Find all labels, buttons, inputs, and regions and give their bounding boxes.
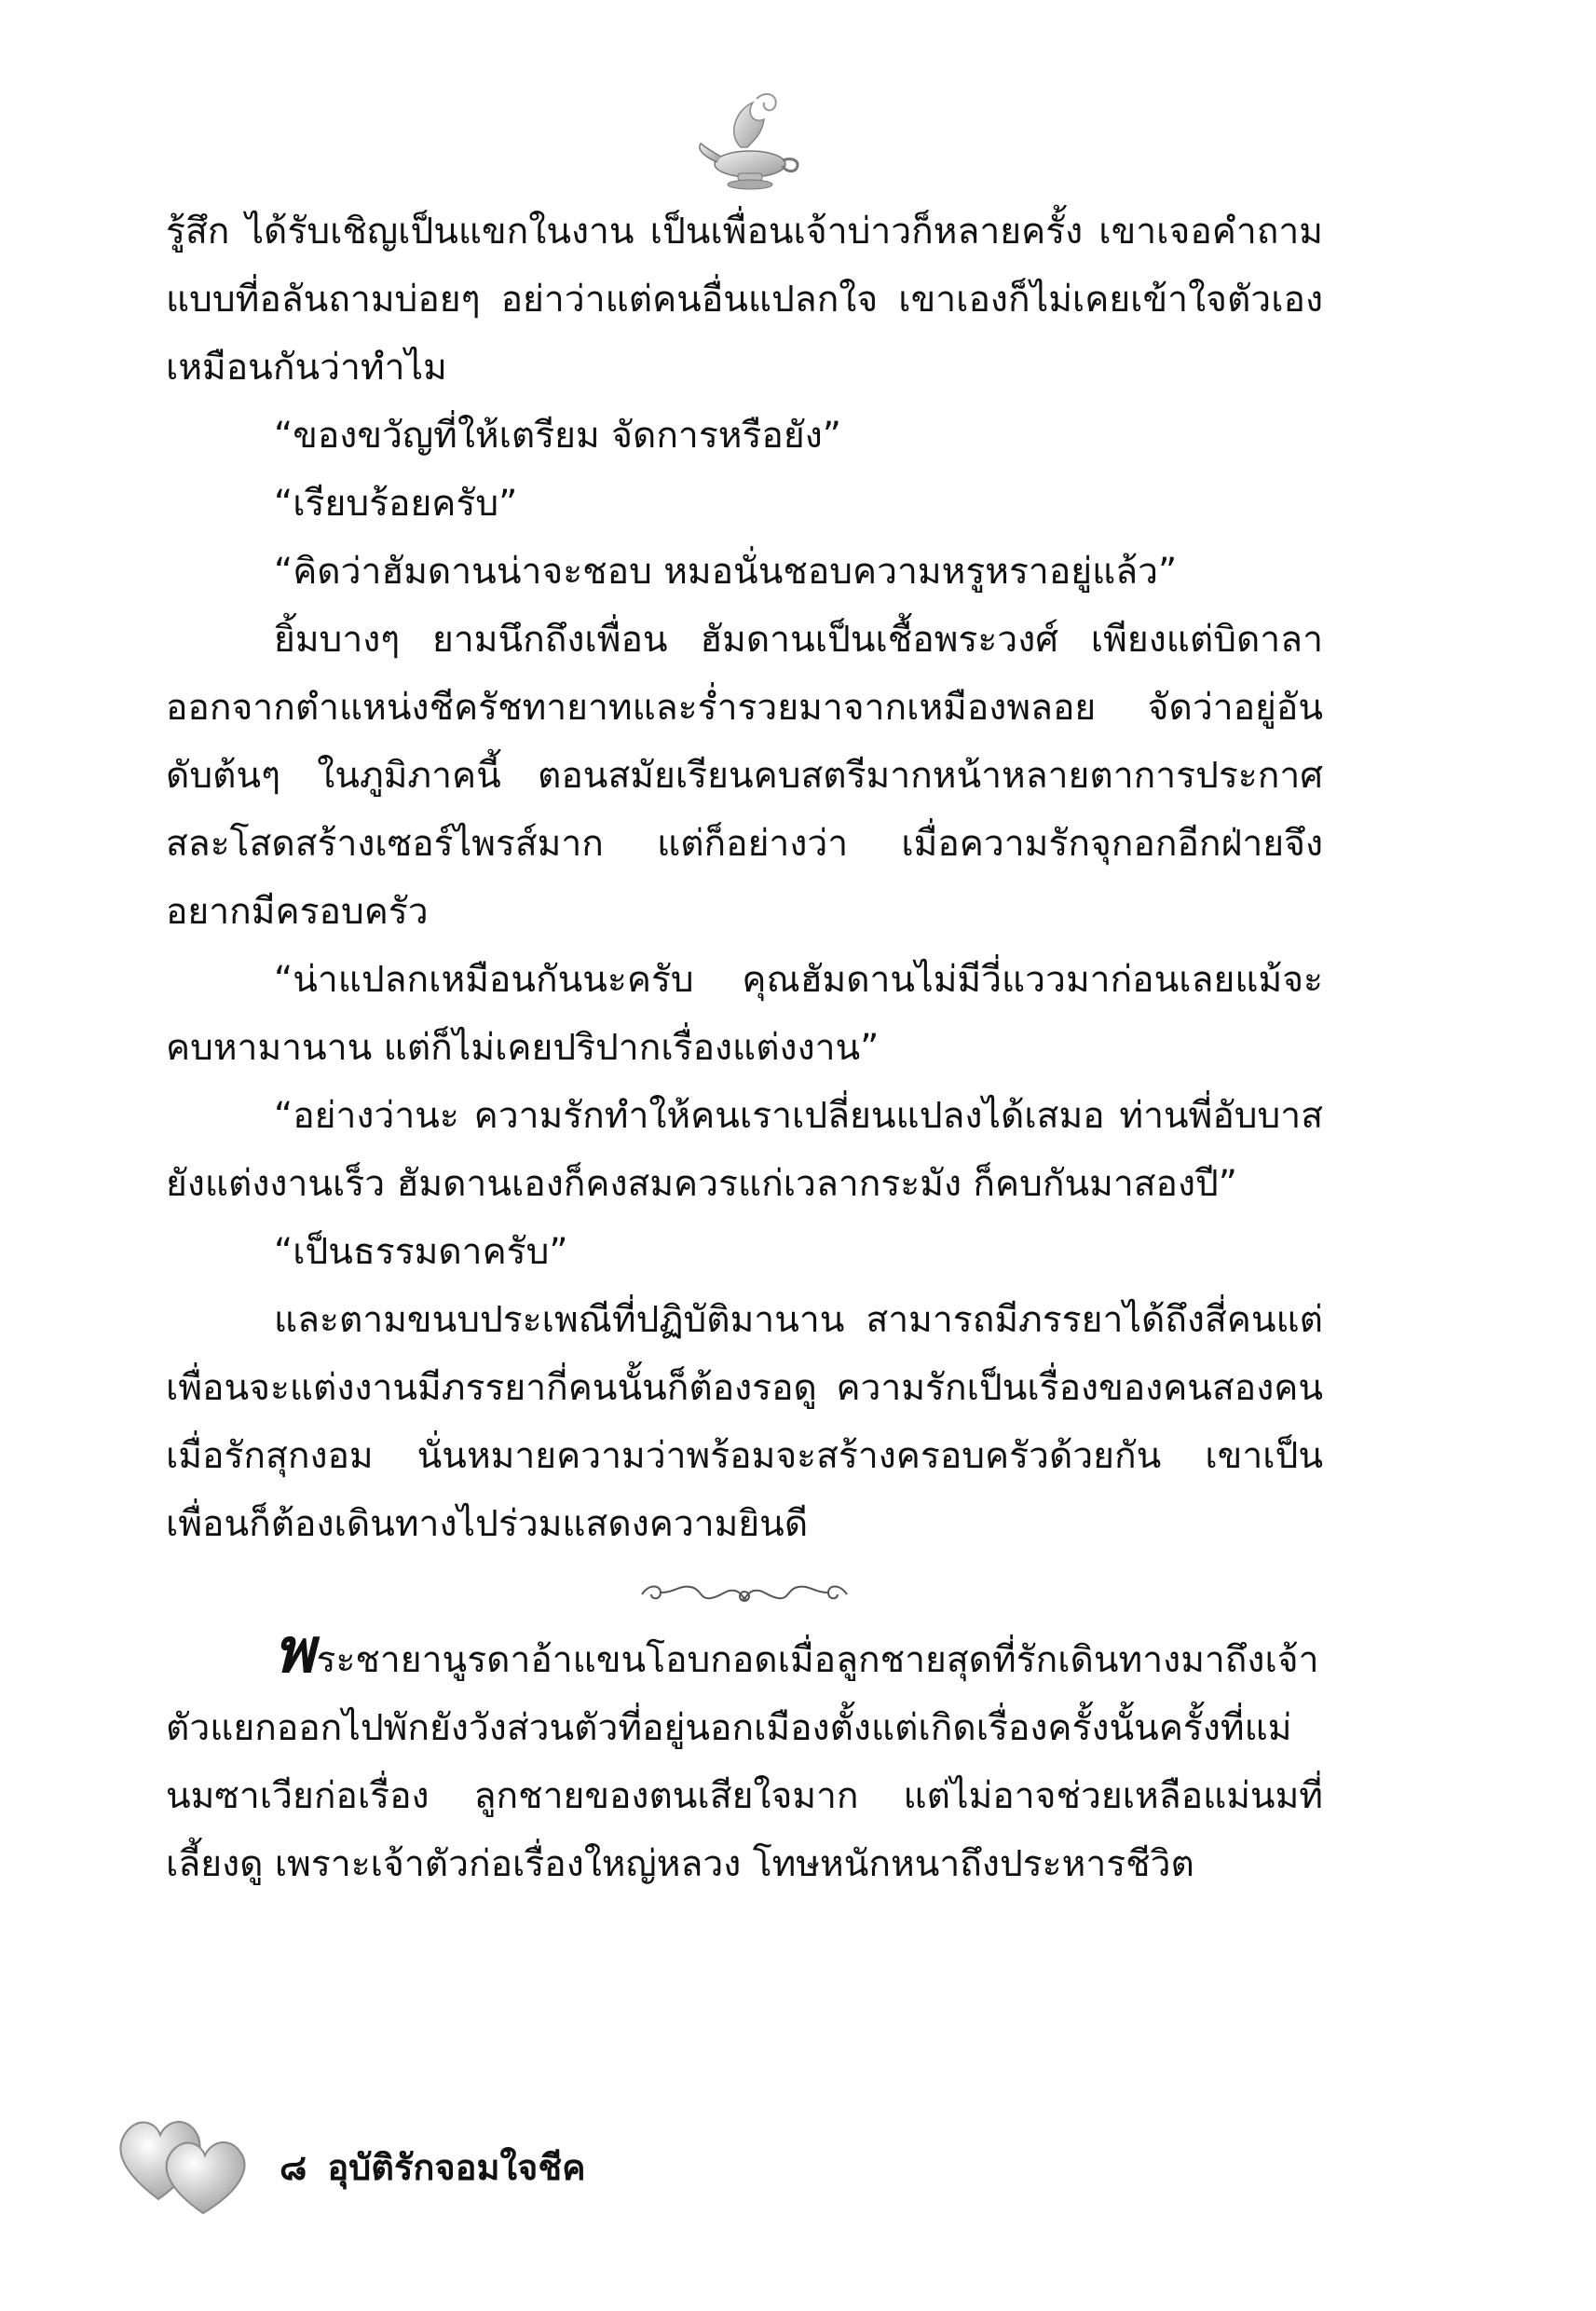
genie-lamp-icon [689,82,811,194]
section-2-text: ระชายานูรดาอ้าแขนโอบกอดเมื่อลูกชายสุดที่รักเดินทางมาถึงเจ้าตัวแยกออกไปพักยังวังส่วนตัวที่อยู่นอกเมืองตั้งแต่เกิดเรื่องครั้งนั้นครั้งที่แม่นมซาเวียก่อเรื่อง ลูกชายของตนเสียใจมาก แต่ไม่อาจช่วยเหลือแม่นมที่เลี้ยงดู เพราะเจ้าตัวก่อเรื่องใหญ่หลวง โทษหนักหนาถึงประหารชีวิต [166,1639,1323,1885]
paragraph-section-2 [166,1614,1323,1898]
paragraph-3: “เรียบร้อยครับ” [274,483,518,525]
paragraph-5: ยิ้มบางๆ ยามนึกถึงเพื่อน ฮัมดานเป็นเชื้อพระวงศ์ เพียงแต่บิดาลาออกจากตำแหน่งชีครัชทายาทและร่ำรวยมาจากเหมืองพลอย จัดว่าอยู่อันดับต้นๆ ในภูมิภาคนี้ ตอนสมัยเรียนคบสตรีมากหน้าหลายตาการประกาศสละโสดสร้างเซอร์ไพรส์มาก แต่ก็อย่างว่า เมื่อความรักจุกอกอีกฝ่ายจึงอยากมีครอบครัว [166,619,1323,933]
paragraph-2: “ของขวัญที่ให้เตรียม จัดการหรือยัง” [274,415,841,457]
paragraph-8: “เป็นธรรมดาครับ” [274,1231,568,1273]
section-divider [166,1558,1323,1626]
paragraph-4: “คิดว่าฮัมดานน่าจะชอบ หมอนั่นชอบความหรูหราอยู่แล้ว” [274,551,1178,593]
book-title: อุบัติรักจอมใจชีค [327,2146,586,2188]
body-text [166,198,1323,1898]
hearts-icon [112,2101,261,2222]
page-number: ๘ [280,2146,307,2188]
paragraph-1: รู้สึก ได้รับเชิญเป็นแขกในงาน เป็นเพื่อนเจ้าบ่าวก็หลายครั้ง เขาเจอคำถามแบบที่อลันถามบ่อยๆ อย่าว่าแต่คนอื่นแปลกใจ เขาเองก็ไม่เคยเข้าใจตัวเองเหมือนกันว่าทำไม [166,211,1323,389]
paragraph-7: “อย่างว่านะ ความรักทำให้คนเราเปลี่ยนแปลงได้เสมอ ท่านพี่อับบาสยังแต่งงานเร็ว ฮัมดานเองก็คงสมควรแก่เวลากระมัง ก็คบกันมาสองปี” [166,1095,1323,1205]
scroll-divider-icon [633,1574,856,1611]
page-footer [280,2139,586,2195]
paragraph-6: “น่าแปลกเหมือนกันนะครับ คุณฮัมดานไม่มีวี่แววมาก่อนเลยแม้จะคบหามานาน แต่ก็ไม่เคยปริปากเรื่องแต่งงาน” [166,959,1323,1069]
drop-cap: พ [274,1614,317,1687]
paragraph-9: และตามขนบประเพณีที่ปฏิบัติมานาน สามารถมีภรรยาได้ถึงสี่คนแต่เพื่อนจะแต่งงานมีภรรยากี่คนนั้นก็ต้องรอดู ความรักเป็นเรื่องของคนสองคน เมื่อรักสุกงอม นั่นหมายความว่าพร้อมจะสร้างครอบครัวด้วยกัน เขาเป็นเพื่อนก็ต้องเดินทางไปร่วมแสดงความยินดี [166,1299,1323,1545]
